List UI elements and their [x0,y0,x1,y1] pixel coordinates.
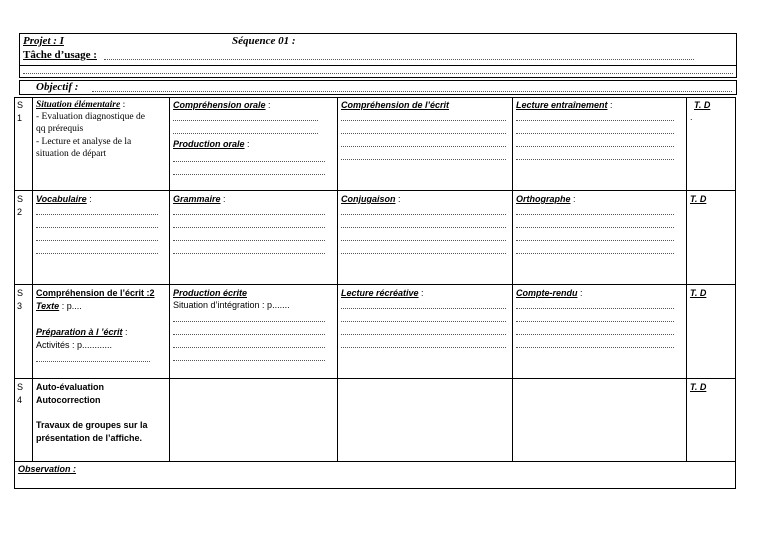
grid-hline-3 [14,378,736,379]
row-number: 3 [17,301,23,311]
lecture-entrainement-suffix: : [607,100,613,110]
td-label: T. D [694,100,711,110]
dotted-line [341,227,506,228]
dotted-line [173,360,325,361]
dotted-line [341,347,506,348]
dotted-line [341,214,506,215]
activites-text: Activités : p............ [36,340,113,350]
grid-hline-1 [14,190,736,191]
row-number: 1 [17,113,23,123]
row-s-letter: S [17,382,24,392]
td-label: T. D [690,382,707,392]
dotted-line [341,308,506,309]
compte-rendu-title: Compte-rendu [516,288,578,298]
grid-hline-2 [14,284,736,285]
observation-label: Observation : [18,464,77,474]
dotted-line [173,347,325,348]
vocabulaire-title: Vocabulaire [36,194,87,204]
dotted-line [341,240,506,241]
dotted-line [173,334,325,335]
dotted-line [516,240,674,241]
production-orale-label [173,139,250,150]
td-label: T. D [690,288,707,298]
dotted-line [516,253,674,254]
vocabulaire-label [36,194,92,205]
dotted-line [516,146,674,147]
dotted-line [341,133,506,134]
td-extra: . [690,112,693,122]
dotted-line [516,120,674,121]
orthographe-label [516,194,576,205]
objectif-label: Objectif : [36,81,79,93]
comprehension-orale-title: Compréhension orale [173,100,266,110]
production-orale-title: Production orale [173,139,245,149]
dotted-line [173,253,325,254]
dotted-line [36,227,158,228]
row-s-letter: S [17,288,24,298]
dotted-line [173,240,325,241]
lecture-entrainement-label [516,100,613,111]
row-number: 4 [17,395,23,405]
dotted-line [173,227,325,228]
conjugaison-label [341,194,401,205]
dotted-line [36,361,150,362]
row-number: 2 [17,207,23,217]
vocabulaire-suffix: : [86,194,92,204]
orthographe-title: Orthographe [516,194,571,204]
situation-elementaire-suffix: : [120,100,126,110]
grid-vline-4 [512,97,513,461]
situation-line-3: - Lecture et analyse de la [36,137,132,147]
texte-label [36,301,82,312]
grammaire-suffix: : [220,194,226,204]
dotted-line [341,321,506,322]
preparation-ecrit-title: Préparation à l ’écrit [36,327,123,337]
dotted-line [36,214,158,215]
dotted-line [341,253,506,254]
dotted-line [341,159,506,160]
dotted-line [36,240,158,241]
dotted-line [173,321,325,322]
grid-vline-2 [169,97,170,461]
conjugaison-title: Conjugaison [341,194,396,204]
production-ecrite-label: Production écrite [173,288,248,298]
dotted-line [36,253,158,254]
dotted-line [173,120,318,121]
sequence-label: Séquence 01 : [232,35,296,47]
comprehension-ecrit-label: Compréhension de l’écrit [341,100,450,110]
dotted-line [516,321,674,322]
dotted-line [341,334,506,335]
dotted-line [341,120,506,121]
grammaire-title: Grammaire [173,194,221,204]
dotted-line [173,174,325,175]
situation-elementaire-title: Situation élémentaire [36,100,121,110]
lecture-entrainement-title: Lecture entraînement [516,100,608,110]
dotted-line [516,308,674,309]
header-divider [19,65,737,66]
production-orale-suffix: : [244,139,250,149]
dotted-line [516,334,674,335]
comprehension-orale-suffix: : [265,100,271,110]
td-label: T. D [690,194,707,204]
comprehension-ecrit-2-label: Compréhension de l’écrit :2 [36,288,155,298]
dotted-line [516,214,674,215]
situation-line-2: qq prérequis [36,124,84,134]
grid-vline-1 [32,97,33,461]
projet-label: Projet : I [23,35,64,47]
autocorrection-text: Autocorrection [36,395,101,405]
travaux-groupes-text: Travaux de groupes sur la [36,420,148,430]
grammaire-label [173,194,226,205]
grid-hline-4 [14,461,736,462]
situation-line-1: - Evaluation diagnostique de [36,112,145,122]
texte-value: : p.... [59,301,82,311]
dotted-line [516,227,674,228]
dotted-line [173,214,325,215]
preparation-ecrit-label [36,327,128,338]
objectif-box [19,80,737,95]
conjugaison-suffix: : [395,194,401,204]
presentation-affiche-text: présentation de l’affiche. [36,433,143,443]
dotted-line [173,161,325,162]
row-s-letter: S [17,194,24,204]
dotted-line [173,133,318,134]
texte-title: Texte [36,301,60,311]
lecture-recreative-label [341,288,424,299]
dotted-line [516,159,674,160]
lecture-recreative-title: Lecture récréative [341,288,419,298]
compte-rendu-label [516,288,583,299]
tache-label: Tâche d’usage : [23,49,97,61]
dotted-line [516,133,674,134]
grid-vline-3 [337,97,338,461]
tache-dotted-line [104,59,694,60]
grid-vline-5 [686,97,687,461]
comprehension-orale-label [173,100,271,111]
objectif-dotted-line [92,91,732,92]
row-s-letter: S [17,100,24,110]
situation-line-4: situation de départ [36,149,107,159]
preparation-ecrit-suffix: : [122,327,128,337]
lecture-recreative-suffix: : [418,288,424,298]
auto-evaluation-text: Auto-évaluation [36,382,105,392]
situation-integration-text: Situation d’intégration : p....... [173,300,290,310]
orthographe-suffix: : [570,194,576,204]
dotted-line [516,347,674,348]
situation-elementaire-cell [36,100,125,111]
header-box [19,33,737,78]
compte-rendu-suffix: : [577,288,583,298]
dotted-line [341,146,506,147]
header-dotted-line-2 [23,73,733,74]
